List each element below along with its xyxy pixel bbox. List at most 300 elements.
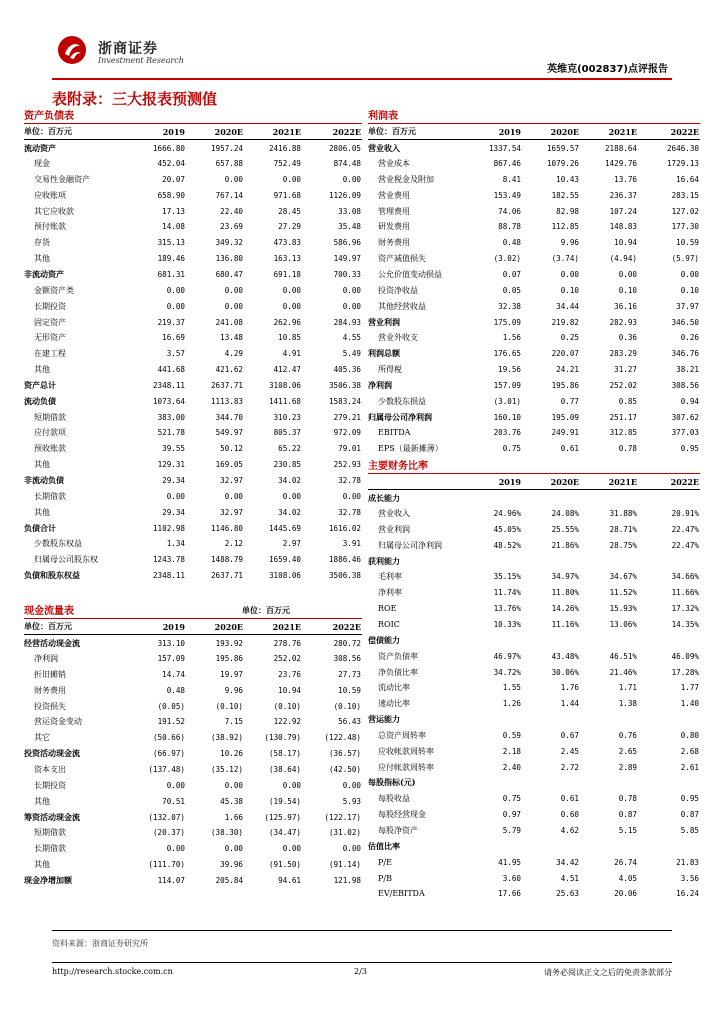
cell-value: 22.47% <box>671 524 699 534</box>
cell-value: 32.38 <box>498 301 521 311</box>
brokerage-logo-icon <box>56 34 88 66</box>
row-label: 长期投资 <box>34 301 66 311</box>
cell-value: (20.37) <box>152 828 185 838</box>
row-label: 其它 <box>34 733 50 743</box>
table-row <box>368 298 700 314</box>
row-label: 估值比率 <box>368 840 400 851</box>
row-label: 归属母公司净利润 <box>368 411 432 422</box>
cell-value: 0.00 <box>282 491 301 501</box>
cell-value: 29.34 <box>162 507 185 517</box>
table-row <box>368 156 700 172</box>
cell-value: 0.00 <box>618 270 637 280</box>
cell-value: 3.56 <box>680 873 699 883</box>
row-label: 营运资金变动 <box>34 717 82 727</box>
cell-value: 169.05 <box>215 460 243 470</box>
cell-value: 346.50 <box>671 317 699 327</box>
cell-value: 175.09 <box>493 317 521 327</box>
cell-value: 5.79 <box>502 825 521 835</box>
cell-value: 32.97 <box>220 507 243 517</box>
cell-value: 3108.06 <box>268 380 301 390</box>
table-row <box>368 362 700 378</box>
balance-sheet-table <box>24 124 362 583</box>
cell-value: 0.00 <box>680 270 699 280</box>
cell-value: (111.70) <box>148 860 185 870</box>
header-rule <box>52 78 672 80</box>
cell-value: 0.00 <box>560 270 579 280</box>
cell-value: 35.48 <box>338 222 361 232</box>
cell-value: 3.91 <box>342 539 361 549</box>
table-row <box>368 187 700 203</box>
cell-value: 280.72 <box>333 638 361 648</box>
cell-value: 2646.30 <box>666 143 699 153</box>
cell-value: 874.48 <box>333 159 361 169</box>
cell-value <box>638 775 700 791</box>
cell-value: 10.94 <box>614 238 637 248</box>
row-label: 短期借款 <box>34 412 66 422</box>
row-label: 营业费用 <box>378 190 410 200</box>
cell-value: 2.61 <box>680 762 699 772</box>
cell-value: (38.30) <box>210 828 243 838</box>
cell-value: 9.96 <box>560 238 579 248</box>
table-row <box>368 537 700 553</box>
cell-value: 50.12 <box>220 444 243 454</box>
row-label: 负债合计 <box>24 522 56 533</box>
cell-value: 37.97 <box>676 301 699 311</box>
table-row <box>24 378 362 394</box>
table-row <box>24 651 362 667</box>
cell-value: 0.07 <box>502 270 521 280</box>
row-label: 非流动负债 <box>24 474 64 485</box>
cell-value: 27.73 <box>338 669 361 679</box>
row-label: 折旧摊销 <box>34 669 66 679</box>
cell-value: 1.34 <box>166 539 185 549</box>
cell-value: 2348.11 <box>152 380 185 390</box>
cell-value: 0.00 <box>282 780 301 790</box>
cell-value <box>464 775 522 791</box>
cell-value: 0.00 <box>342 491 361 501</box>
table-row <box>24 635 362 651</box>
table-row <box>368 759 700 775</box>
cell-value: 191.52 <box>157 717 185 727</box>
cell-value: 312.85 <box>609 428 637 438</box>
cell-value: 34.66% <box>671 572 699 582</box>
cell-value: 1.44 <box>560 699 579 709</box>
cell-value <box>580 838 638 854</box>
cell-value <box>580 775 638 791</box>
cell-value: 252.93 <box>333 460 361 470</box>
cell-value: (0.05) <box>157 701 185 711</box>
cell-value: 2.97 <box>282 539 301 549</box>
cell-value: 1583.24 <box>328 396 361 406</box>
row-label: 存货 <box>34 238 50 248</box>
table-row <box>368 330 700 346</box>
cell-value: 1.38 <box>618 699 637 709</box>
cell-value: 107.24 <box>609 206 637 216</box>
cell-value <box>464 490 522 506</box>
cell-value: 205.84 <box>215 875 243 885</box>
cell-value: 1243.78 <box>152 555 185 565</box>
row-label: 现金净增加额 <box>24 874 72 885</box>
table-row <box>24 730 362 746</box>
row-label: 毛利率 <box>378 572 402 582</box>
table-row <box>368 632 700 648</box>
cell-value: 74.06 <box>498 206 521 216</box>
cell-value: 0.00 <box>342 174 361 184</box>
cell-value: 22.40 <box>220 206 243 216</box>
table-row <box>24 520 362 536</box>
table-row <box>24 698 362 714</box>
cell-value: 0.10 <box>560 285 579 295</box>
cell-value: (3.74) <box>551 254 579 264</box>
company-name-cn: 浙商证券 <box>98 41 158 57</box>
cell-value: 34.02 <box>278 507 301 517</box>
row-label: 短期借款 <box>34 828 66 838</box>
table-row <box>368 791 700 807</box>
cell-value: 36.16 <box>614 301 637 311</box>
cell-value: 8.41 <box>502 174 521 184</box>
table-row <box>368 823 700 839</box>
cell-value: 2.40 <box>502 762 521 772</box>
table-row <box>368 585 700 601</box>
table-row <box>24 504 362 520</box>
cell-value: 2.72 <box>560 762 579 772</box>
table-row <box>24 156 362 172</box>
cell-value: 0.00 <box>282 174 301 184</box>
year-header: 2022E <box>638 124 700 140</box>
table-row <box>368 854 700 870</box>
cell-value: 2806.05 <box>328 143 361 153</box>
cell-value: 230.85 <box>273 460 301 470</box>
table-row <box>368 886 700 902</box>
table-row <box>24 346 362 362</box>
cell-value: 308.56 <box>333 654 361 664</box>
cell-value: 3.60 <box>502 873 521 883</box>
cell-value: 0.00 <box>224 780 243 790</box>
row-label: 现金 <box>34 159 50 169</box>
cell-value: 252.02 <box>273 654 301 664</box>
cell-value: 2348.11 <box>152 571 185 581</box>
cell-value: 0.61 <box>560 444 579 454</box>
cell-value: 283.29 <box>609 349 637 359</box>
cell-value: 34.02 <box>278 475 301 485</box>
table-row <box>24 251 362 267</box>
cell-value: 473.83 <box>273 238 301 248</box>
cell-value: 17.13 <box>162 206 185 216</box>
row-label: 其他 <box>34 254 50 264</box>
cell-value: 1666.80 <box>152 143 185 153</box>
cell-value: 10.43 <box>556 174 579 184</box>
row-label: 每股指标(元) <box>368 777 416 788</box>
row-label: 所得税 <box>378 365 402 375</box>
row-label: P/B <box>378 873 392 883</box>
cell-value: 20.07 <box>162 174 185 184</box>
table-row <box>24 330 362 346</box>
table-row <box>368 569 700 585</box>
cell-value: 65.22 <box>278 444 301 454</box>
cell-value: 193.92 <box>215 638 243 648</box>
cell-value: 11.52% <box>609 588 637 598</box>
cell-value: 307.62 <box>671 412 699 422</box>
cell-value: 14.35% <box>671 620 699 630</box>
cell-value: 349.32 <box>215 238 243 248</box>
table-row <box>24 314 362 330</box>
row-label: 营业收入 <box>378 509 410 519</box>
row-label: 其他经营收益 <box>378 301 426 311</box>
cell-value: 0.76 <box>618 730 637 740</box>
cell-value: 5.15 <box>618 825 637 835</box>
cell-value: 377.03 <box>671 428 699 438</box>
cell-value: 15.93% <box>609 604 637 614</box>
row-label: 长期投资 <box>34 780 66 790</box>
cell-value: 0.60 <box>560 810 579 820</box>
cell-value: 157.09 <box>493 380 521 390</box>
cell-value: 315.13 <box>157 238 185 248</box>
cell-value: 17.66 <box>498 889 521 899</box>
cell-value: (132.07) <box>148 812 185 822</box>
cell-value: 32.78 <box>338 507 361 517</box>
cell-value: 1616.02 <box>328 523 361 533</box>
cell-value: 149.97 <box>333 254 361 264</box>
table-row <box>24 762 362 778</box>
cell-value: 23.76 <box>278 669 301 679</box>
cell-value: 163.13 <box>273 254 301 264</box>
table-row <box>24 793 362 809</box>
table-row <box>24 393 362 409</box>
cell-value: 0.75 <box>502 444 521 454</box>
footer-page-number: 2/3 <box>354 967 367 976</box>
cell-value: 586.96 <box>333 238 361 248</box>
table-row <box>368 728 700 744</box>
row-label: 应付款项 <box>34 428 66 438</box>
cell-value: 16.69 <box>162 333 185 343</box>
cell-value: 203.76 <box>493 428 521 438</box>
row-label: EPS（最新摊薄） <box>378 444 443 454</box>
cell-value: 5.85 <box>680 825 699 835</box>
cell-value: 1113.83 <box>210 396 243 406</box>
cell-value: 867.46 <box>493 159 521 169</box>
year-header: 2022E <box>302 124 362 140</box>
cell-value: 2.18 <box>502 746 521 756</box>
cell-value <box>522 712 580 728</box>
table-row <box>368 712 700 728</box>
cell-value: 39.96 <box>220 860 243 870</box>
cell-value: 1659.57 <box>546 143 579 153</box>
cell-value: (42.50) <box>328 765 361 775</box>
cell-value: 38.21 <box>676 365 699 375</box>
cell-value: 177.30 <box>671 222 699 232</box>
cell-value: 182.55 <box>551 190 579 200</box>
cell-value: 1102.98 <box>152 523 185 533</box>
cell-value: 3506.38 <box>328 380 361 390</box>
cell-value: 21.83 <box>676 857 699 867</box>
cell-value: (3.01) <box>493 396 521 406</box>
row-label: 利润总额 <box>368 348 400 359</box>
cell-value: 1.26 <box>502 699 521 709</box>
cell-value: 452.04 <box>157 159 185 169</box>
cell-value: 0.10 <box>680 285 699 295</box>
table-row <box>368 617 700 633</box>
cell-value: 0.10 <box>618 285 637 295</box>
cell-value: 121.98 <box>333 875 361 885</box>
row-label: 营业成本 <box>378 159 410 169</box>
row-label: 投资净收益 <box>378 285 418 295</box>
row-label: 长期借款 <box>34 844 66 854</box>
cell-value: 1.40 <box>680 699 699 709</box>
row-label: 净负债比率 <box>378 667 418 677</box>
year-header: 2021E <box>580 124 638 140</box>
row-label: 其它应收款 <box>34 206 74 216</box>
row-label: 预付账款 <box>34 222 66 232</box>
cell-value: 19.97 <box>220 669 243 679</box>
cell-value: 25.63 <box>556 889 579 899</box>
cell-value: 0.36 <box>618 333 637 343</box>
cell-value: 82.98 <box>556 206 579 216</box>
cell-value: 11.16% <box>551 620 579 630</box>
cell-value: 114.07 <box>157 875 185 885</box>
cell-value: 10.26 <box>220 749 243 759</box>
source-rule <box>52 930 672 931</box>
cell-value: 0.87 <box>680 810 699 820</box>
table-row <box>24 282 362 298</box>
cell-value: 0.94 <box>680 396 699 406</box>
cell-value: 0.77 <box>560 396 579 406</box>
table-row <box>24 473 362 489</box>
cell-value: 405.36 <box>333 365 361 375</box>
table-row <box>24 267 362 283</box>
cell-value: 1146.80 <box>210 523 243 533</box>
table-row <box>24 825 362 841</box>
cell-value: 1.77 <box>680 683 699 693</box>
cell-value: 122.92 <box>273 717 301 727</box>
table-row <box>24 219 362 235</box>
cell-value: 16.24 <box>676 889 699 899</box>
table-row <box>24 536 362 552</box>
cell-value: 4.91 <box>282 349 301 359</box>
cell-value: 11.74% <box>493 588 521 598</box>
cell-value: 1337.54 <box>488 143 521 153</box>
cell-value: 1488.79 <box>210 555 243 565</box>
cell-value: 27.29 <box>278 222 301 232</box>
table-row <box>24 409 362 425</box>
cell-value: 88.78 <box>498 222 521 232</box>
row-label: 非流动资产 <box>24 269 64 280</box>
row-label: 总资产周转率 <box>378 730 426 740</box>
cell-value: 0.25 <box>560 333 579 343</box>
table-row <box>24 362 362 378</box>
table-row <box>24 187 362 203</box>
table-header-row <box>368 474 700 490</box>
cell-value: 10.85 <box>278 333 301 343</box>
cell-value: 972.09 <box>333 428 361 438</box>
row-label: 筹资活动现金流 <box>24 811 80 822</box>
cell-value: 25.55% <box>551 524 579 534</box>
cell-value: 0.97 <box>502 810 521 820</box>
cell-value: 195.09 <box>551 412 579 422</box>
table-row <box>24 425 362 441</box>
cell-value <box>580 490 638 506</box>
table-row <box>24 552 362 568</box>
cell-value: (122.17) <box>324 812 361 822</box>
income-statement-panel <box>368 110 700 457</box>
year-header: 2022E <box>302 619 362 635</box>
cell-value: 805.37 <box>273 428 301 438</box>
row-label: 其他 <box>34 796 50 806</box>
row-label: 流动资产 <box>24 142 56 153</box>
row-label: 财务费用 <box>34 685 66 695</box>
report-tag: 英维克(002837)点评报告 <box>547 64 668 75</box>
cell-value: 0.00 <box>224 174 243 184</box>
cell-value: (91.50) <box>268 860 301 870</box>
cell-value: (125.97) <box>264 812 301 822</box>
year-header: 2019 <box>464 474 522 490</box>
cell-value <box>638 490 700 506</box>
year-header: 2019 <box>464 124 522 140</box>
cell-value: 2416.88 <box>268 143 301 153</box>
cell-value: 10.59 <box>338 685 361 695</box>
cell-value: 160.10 <box>493 412 521 422</box>
cell-value: 16.64 <box>676 174 699 184</box>
cell-value: 2637.71 <box>210 571 243 581</box>
table-row <box>368 219 700 235</box>
row-label: ROE <box>378 604 397 614</box>
row-label: 交易性金融资产 <box>34 174 90 184</box>
cell-value: 20.91% <box>671 509 699 519</box>
cell-value: 0.00 <box>224 844 243 854</box>
cell-value: 0.00 <box>224 301 243 311</box>
row-label: 每股经营现金 <box>378 810 426 820</box>
cell-value: 219.37 <box>157 317 185 327</box>
cell-value: 0.61 <box>560 794 579 804</box>
cell-value: 23.69 <box>220 222 243 232</box>
cell-value: 236.37 <box>609 190 637 200</box>
cell-value: 7.15 <box>224 717 243 727</box>
cell-value: 46.51% <box>609 651 637 661</box>
cell-value: 0.48 <box>166 685 185 695</box>
cell-value: 10.94 <box>278 685 301 695</box>
row-label: 资产减值损失 <box>378 254 426 264</box>
cell-value: 1.56 <box>502 333 521 343</box>
source-note: 资料来源：浙商证券研究所 <box>52 939 148 948</box>
cell-value: (58.17) <box>268 749 301 759</box>
cell-value: 176.65 <box>493 349 521 359</box>
row-label: 每股收益 <box>378 794 410 804</box>
table-row <box>24 298 362 314</box>
table-row <box>368 553 700 569</box>
table-row <box>368 282 700 298</box>
cell-value: 13.06% <box>609 620 637 630</box>
cashflow-title: 现金流量表 <box>24 605 362 619</box>
cell-value <box>522 490 580 506</box>
cell-value <box>464 838 522 854</box>
cell-value: 241.08 <box>215 317 243 327</box>
table-row <box>368 870 700 886</box>
income-statement-table <box>368 124 700 457</box>
cell-value: 0.00 <box>342 844 361 854</box>
cell-value: 127.02 <box>671 206 699 216</box>
table-row <box>24 746 362 762</box>
year-header: 2021E <box>244 619 302 635</box>
cell-value: 767.14 <box>215 190 243 200</box>
row-label: 资产总计 <box>24 379 56 390</box>
cell-value: 313.10 <box>157 638 185 648</box>
cell-value: (91.14) <box>328 860 361 870</box>
footer-url-link[interactable]: http://research.stocke.com.cn <box>52 967 173 976</box>
row-label: 预收账款 <box>34 444 66 454</box>
year-header: 2020E <box>186 124 244 140</box>
cell-value: 5.93 <box>342 796 361 806</box>
cell-value: (19.54) <box>268 796 301 806</box>
cell-value: 0.59 <box>502 730 521 740</box>
